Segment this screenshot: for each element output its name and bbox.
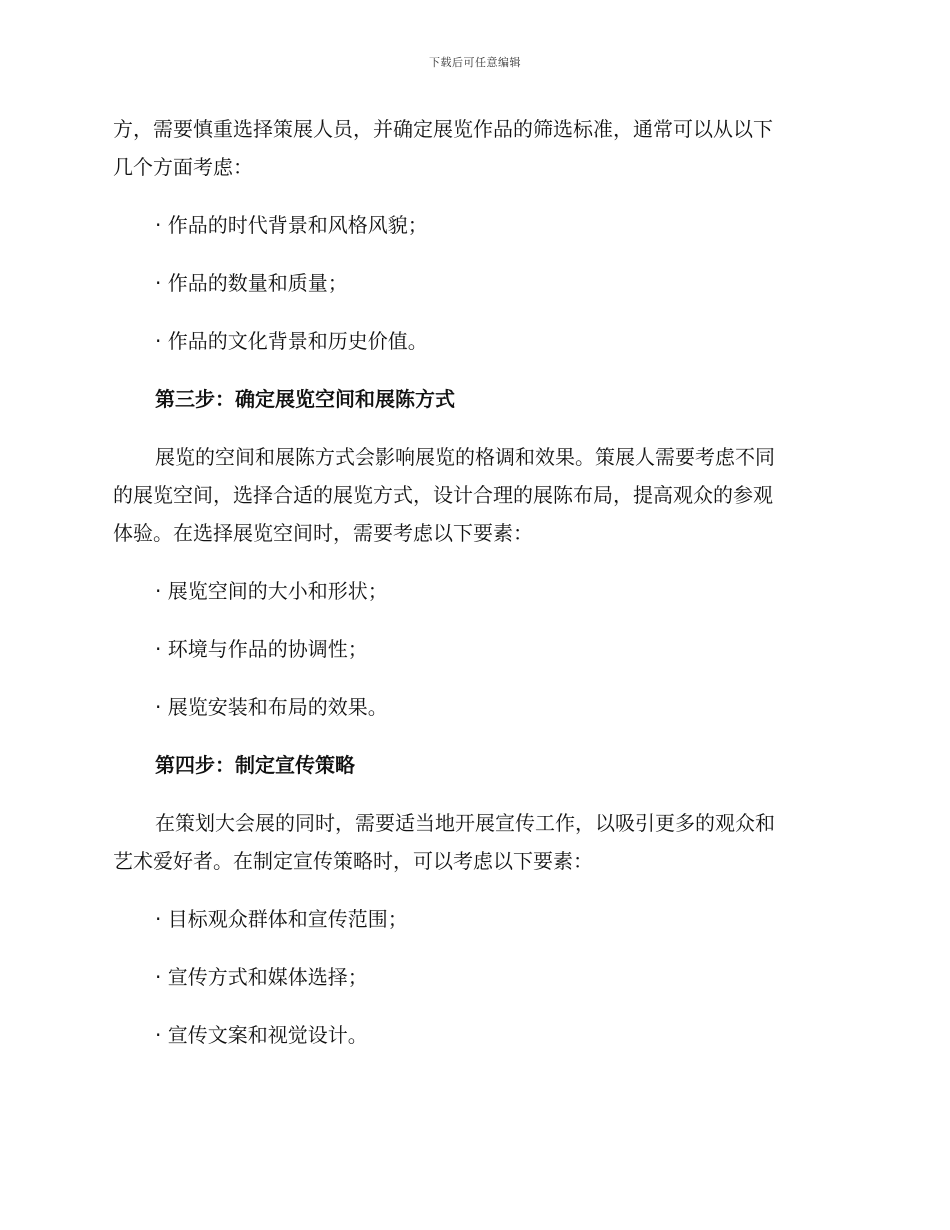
page-header: 下载后可任意编辑 <box>429 56 521 69</box>
paragraph-line: 展览的空间和展陈方式会影响展览的格调和效果。策展人需要考虑不同 <box>155 445 775 469</box>
bullet-item: · 作品的文化背景和历史价值。 <box>155 329 428 353</box>
bullet-item: · 目标观众群体和宣传范围； <box>155 907 408 931</box>
paragraph-line: 艺术爱好者。在制定宣传策略时，可以考虑以下要素： <box>113 849 593 873</box>
section-heading-step4: 第四步：制定宣传策略 <box>155 753 355 777</box>
bullet-item: · 环境与作品的协调性； <box>155 637 368 661</box>
bullet-item: · 宣传方式和媒体选择； <box>155 965 368 989</box>
document-body <box>113 110 837 1074</box>
paragraph-line: 体验。在选择展览空间时，需要考虑以下要素： <box>113 521 533 545</box>
bullet-item: · 展览安装和布局的效果。 <box>155 695 388 719</box>
step4-paragraph <box>113 804 837 880</box>
bullet-item: · 宣传文案和视觉设计。 <box>155 1023 368 1047</box>
intro-paragraph <box>113 110 837 186</box>
bullet-item: · 展览空间的大小和形状； <box>155 579 388 603</box>
bullet-item: · 作品的数量和质量； <box>155 271 348 295</box>
section-heading-step3: 第三步：确定展览空间和展陈方式 <box>155 387 455 411</box>
bullet-item: · 作品的时代背景和风格风貌； <box>155 213 428 237</box>
paragraph-line: 在策划大会展的同时，需要适当地开展宣传工作，以吸引更多的观众和 <box>155 811 775 835</box>
paragraph-line: 的展览空间，选择合适的展览方式，设计合理的展陈布局，提高观众的参观 <box>113 483 773 507</box>
paragraph-line: 几个方面考虑： <box>113 155 253 179</box>
paragraph-line: 方，需要慎重选择策展人员，并确定展览作品的筛选标准，通常可以从以下 <box>113 117 773 141</box>
step3-paragraph <box>113 438 837 552</box>
